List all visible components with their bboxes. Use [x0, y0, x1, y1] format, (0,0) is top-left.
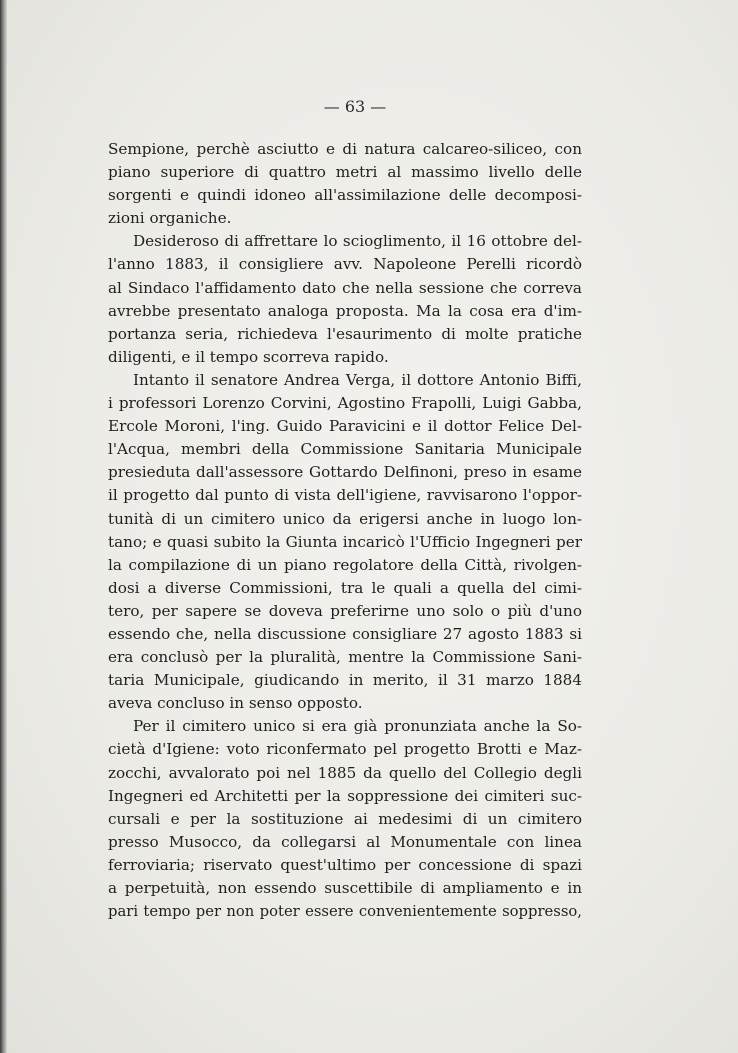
text-line: sorgenti e quindi idoneo all'assimilazione delle decomposi-	[108, 186, 582, 205]
text-line: zioni organiche.	[108, 209, 232, 228]
text-line: presieduta dall'assessore Gottardo Delfinoni, preso in esame	[108, 463, 582, 482]
text-line: l'anno 1883, il consigliere avv. Napoleone Perelli ricordò	[108, 255, 582, 274]
text-line: pari tempo per non poter essere convenientemente soppresso,	[108, 903, 582, 921]
text-line: cietà d'Igiene: voto riconfermato pel progetto Brotti e Maz-	[108, 740, 582, 759]
text-line: cursali e per la sostituzione ai medesimi di un cimitero	[108, 809, 582, 828]
text-line: Intanto il senatore Andrea Verga, il dottore Antonio Biffi,	[133, 370, 582, 389]
binding-edge	[0, 0, 7, 1053]
page-number: — 63 —	[323, 97, 387, 116]
text-line: Per il cimitero unico si era già pronunziata anche la So-	[133, 717, 582, 736]
text-line: il progetto dal punto di vista dell'igiene, ravvisarono l'oppor-	[108, 486, 582, 505]
text-line: piano superiore di quattro metri al massimo livello delle	[108, 163, 582, 182]
text-line: ferroviaria; riservato quest'ultimo per concessione di spazi	[108, 855, 582, 874]
text-line: a perpetuità, non essendo suscettibile di ampliamento e in	[108, 879, 582, 897]
text-line: essendo che, nella discussione consigliare 27 agosto 1883 si	[108, 624, 582, 643]
text-line: portanza seria, richiedeva l'esaurimento di molte pratiche	[108, 324, 582, 343]
text-line: la compilazione di un piano regolatore della Città, rivolgen-	[108, 555, 582, 574]
text-line: tunità di un cimitero unico da erigersi anche in luogo lon-	[108, 509, 582, 528]
text-line: Ingegneri ed Architetti per la soppressione dei cimiteri suc-	[108, 786, 582, 805]
text-line: al Sindaco l'affidamento dato che nella sessione che correva	[108, 278, 582, 297]
text-line: tano; e quasi subito la Giunta incaricò l'Ufficio Ingegneri per	[108, 532, 582, 551]
text-line: era conclusò per la pluralità, mentre la Commissione Sani-	[108, 648, 582, 667]
text-line: Sempione, perchè asciutto e di natura calcareo-siliceo, con	[108, 140, 582, 158]
body-text	[108, 138, 582, 923]
text-line: dosi a diverse Commissioni, tra le quali a quella del cimi-	[108, 578, 582, 597]
text-line: l'Acqua, membri della Commissione Sanitaria Municipale	[108, 440, 582, 459]
text-line: zocchi, avvalorato poi nel 1885 da quello del Collegio degli	[108, 763, 582, 782]
text-line: presso Musocco, da collegarsi al Monumentale con linea	[108, 832, 582, 851]
text-line: Desideroso di affrettare lo scioglimento, il 16 ottobre del-	[133, 232, 582, 251]
text-line: taria Municipale, giudicando in merito, il 31 marzo 1884	[108, 671, 582, 690]
text-line: Ercole Moroni, l'ing. Guido Paravicini e il dottor Felice Del-	[108, 417, 582, 436]
text-line: avrebbe presentato analoga proposta. Ma la cosa era d'im-	[108, 301, 582, 320]
text-line: aveva concluso in senso opposto.	[108, 694, 363, 713]
text-line: i professori Lorenzo Corvini, Agostino Frapolli, Luigi Gabba,	[108, 394, 582, 413]
text-line: diligenti, e il tempo scorreva rapido.	[108, 347, 389, 366]
text-line: tero, per sapere se doveva preferirne uno solo o più d'uno	[108, 601, 582, 620]
